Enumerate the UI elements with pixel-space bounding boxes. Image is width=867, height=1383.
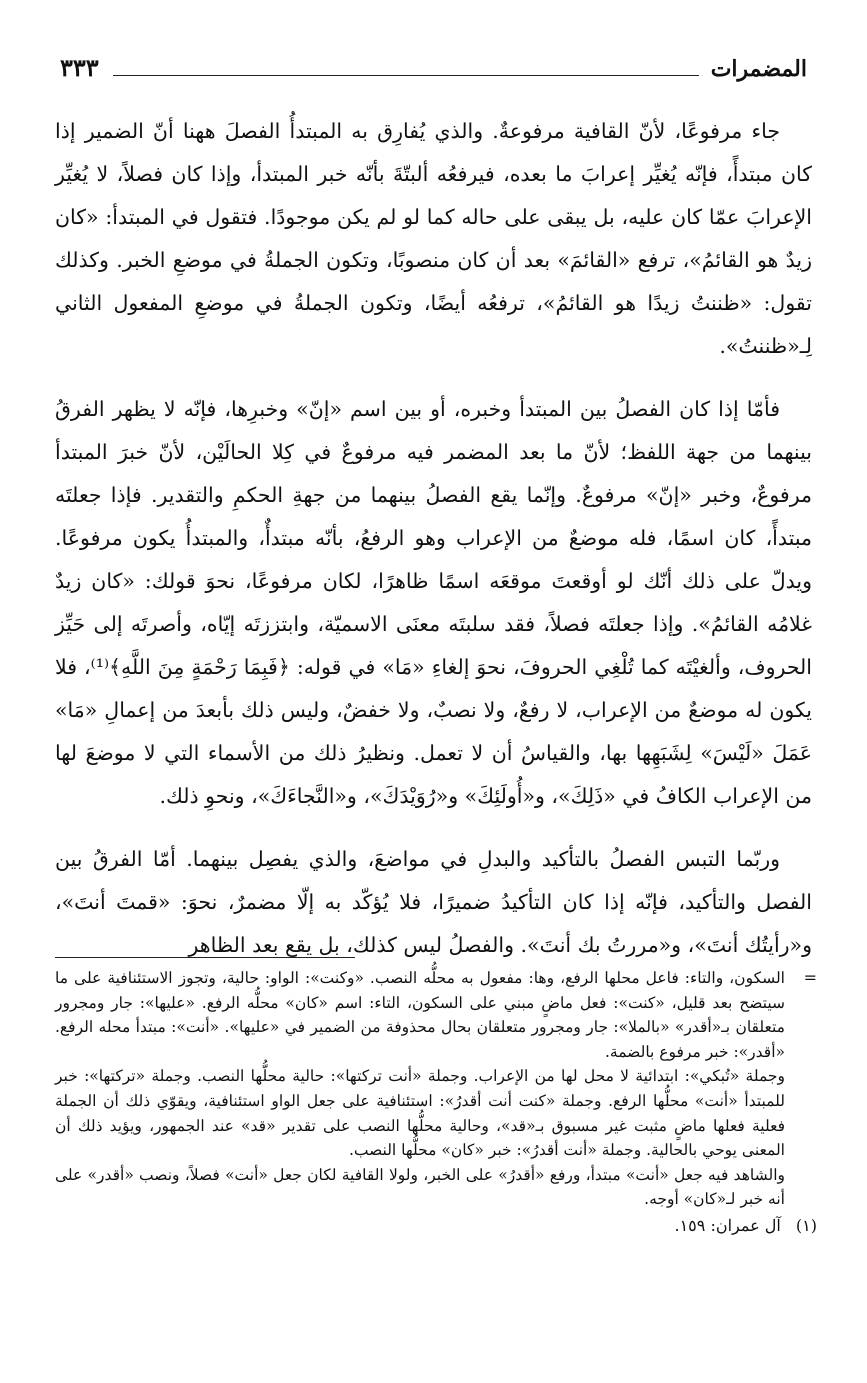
footnote-line: السكون، والتاء: فاعل محلها الرفع، وها: مفعول به محلُّه النصب. «وكنت»: الواو: حالية، وتجوز الاستئنافية على ما سيتضح بعد قليل، «كنت»: فعل ماضٍ مبني على السكون، التاء: اسم «كان» محلُّه الرفع. «عليها»: جار ومجرور متعلقان بـ«أقدر» «بالملا»: جار ومجرور متعلقان بحال محذوفة من الضمير في «عليها». «أنت»: مبتدأ محله الرفع. «أقدر»: خبر مرفوع بالضمة. (55, 969, 785, 1061)
footnote-reference (55, 1214, 817, 1239)
footnote-number: (١) (795, 1215, 817, 1235)
continuation-marker: = (803, 968, 817, 987)
running-title: المضمرات (710, 56, 807, 82)
footnote-separator (55, 957, 355, 958)
paragraph: فأمّا إذا كان الفصلُ بين المبتدأ وخبره، أو بين اسم «إنّ» وخبرِها، فإنّه لا يظهر الفرقُ بينهما من جهة اللفظ؛ لأنّ ما بعد المضمر فيه مرفوعٌ في كِلا الحالَيْن، لأنّ خبرَ المبتدأ مرفوعٌ، وخبر «إنّ» مرفوعٌ. وإنّما يقع الفصلُ بينهما من جهةِ الحكمِ والتقدير. فإذا جعلتَه مبتدأً، كان اسمًا، فله موضعٌ من الإعراب وهو الرفعُ، بأنّه مبتدأٌ، والمبتدأُ يكون مرفوعًا. ويدلّ على ذلك أنّك لو أوقعتَ موقعَه اسمًا ظاهرًا، لكان مرفوعًا، نحوَ قولك: «كان زيدٌ غلامُه القائمُ». وإذا جعلتَه فصلاً، فقد سلبتَه معنَى الاسميّة، وابتززتَه إيّاه، وأصرتَه إلى حَيِّز الحروف، وألغيْتَه كما تُلْغِي الحروفَ، نحوَ إلغاءِ «مَا» في قوله: ﴿فَبِمَا رَحْمَةٍ مِنَ اللَّهِ﴾⁽¹⁾، فلا يكون له موضعٌ من الإعراب، لا رفعٌ، ولا نصبٌ، ولا خفضٌ، وليس ذلك بأبعدَ من إعمالِ «مَا» عَمَلَ «لَيْسَ» لِشَبَهِها بها، والقياسُ أن لا تعمل. ونظيرُ ذلك من الأسماء التي لا موضعَ لها من الإعراب الكافُ في «ذَلِكَ»، و«أُولَئِكَ» و«رُوَيْدَكَ»، و«النَّجاءَكَ»، ونحوِ ذلك. (55, 397, 812, 808)
footnote-text: آل عمران: ١٥٩. (674, 1215, 781, 1235)
footnote-line: والشاهد فيه جعل «أنت» مبتدأ، ورفع «أقدرُ» على الخبر، ولولا القافية لكان جعل «أنت» فصلاً، ونصب «أقدر» على أنه خبر لـ«كان» أوجه. (55, 1165, 785, 1209)
page-number: ٣٣٣ (60, 53, 99, 82)
running-header (60, 50, 807, 82)
paragraph: وربّما التبس الفصلُ بالتأكيد والبدلِ في مواضعَ، والذي يفصِل بينهما. أمّا الفرقُ بين الفصل والتأكيد، فإنّه إذا كان التأكيدُ ضميرًا، فلا يُؤكّد به إلّا مضمرٌ، نحوَ: «قمتَ أنتَ»، و«رأيتُك أنتَ»، و«مررتُ بك أنتَ». والفصلُ ليس كذلك، بل يقع بعد الظاهر (55, 847, 812, 957)
main-text (55, 110, 812, 967)
paragraph: جاء مرفوعًا، لأنّ القافية مرفوعةٌ. والذي يُفارِق به المبتدأُ الفصلَ ههنا أنّ الضمير إذا كان مبتدأً، فإنّه يُغيِّر إعرابَ ما بعده، فيرفعُه ألبتّةَ بأنّه خبر المبتدأ، وإذا كان فصلاً، لا يُغيِّر الإعرابَ عمّا كان عليه، بل يبقى على حاله كما لو لم يكن موجودًا. فتقول في المبتدأ: «كان زيدٌ هو القائمُ»، ترفع «القائمَ» بعد أن كان منصوبًا، وتكون الجملةُ في موضعِ الخبر. وكذلك تقول: «ظننتُ زيدًا هو القائمُ»، ترفعُه أيضًا، وتكون الجملةُ في موضعِ المفعول الثاني لِـ«ظننتُ». (55, 119, 812, 358)
footnote-continuation (55, 966, 817, 1212)
header-rule (113, 75, 699, 76)
footnote-line: وجملة «تُبكي»: ابتدائية لا محل لها من الإعراب. وجملة «أنت تركتها»: حالية محلُّها النصب. وجملة «تركتها»: خبر للمبتدأ «أنت» محلُّها الرفع. وجملة «كنت أنت أقدرُ»: استئنافية على جعل الواو استئنافية، ويقوّي ذلك أن الجملة فعلية فعلها ماضٍ مثبت غير مسبوق بـ«قد»، وحالية محلُّها النصب على تقدير «قد» عند الجمهور، ويؤيد ذلك أن المعنى يوحي بالحالية. وجملة «أنت أقدرُ»: خبر «كان» محلُّها النصب. (55, 1067, 785, 1160)
footnotes (55, 966, 817, 1239)
